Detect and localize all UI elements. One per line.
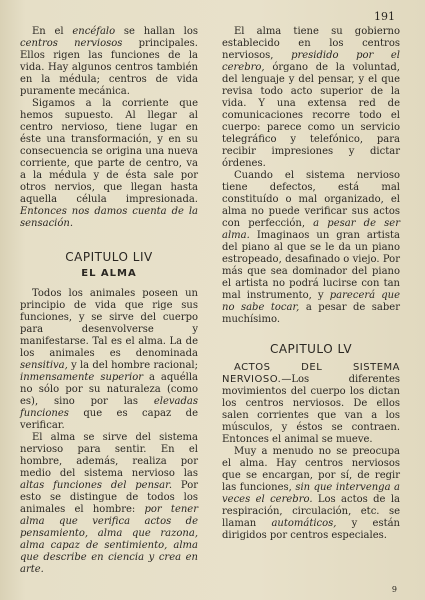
text-run: —Los diferentes movimientos del cuerpo los dictan los centros nerviosos. De ellos salen corrientes que van a los músculos, y éstos se contraen. Entonces el animal se mueve.: [222, 374, 400, 445]
italic-text: inmensamente superior: [20, 372, 143, 383]
text-run: Todos los animales poseen un principio de vida que rige sus funciones, y se sirve del cuerpo para desenvolverse y manifestarse. Tal es el alma. La de los animales es denominada: [20, 288, 198, 359]
paragraph: [20, 26, 198, 98]
text-run: se hallan los: [115, 26, 199, 37]
paragraph: [222, 362, 400, 446]
italic-text: parecerá que no sabe tocar,: [222, 290, 400, 313]
italic-text: encéfalo: [72, 26, 116, 37]
text-run: En el: [32, 26, 73, 37]
italic-text: a pesar de ser alma.: [222, 218, 400, 241]
text-run: principales. Ellos rigen las funciones de la vida. Hay algunos centros también en la médula; centros de vida puramente mecánica.: [20, 38, 198, 97]
left-column: [20, 26, 198, 576]
text-run: Sigamos a la corriente que hemos supuesto. Al llegar al centro nervioso, tiene lugar en éste una transformación, y en su consecuencia se origina una nueva corriente, que parte de centro, va a la médula y de ésta sale por otros nervios, que llegan hasta aquella célula impresionada.: [20, 98, 198, 205]
italic-text: centros nerviosos: [20, 38, 123, 49]
text-run: Los actos de la respiración, circulación, etc. se llaman: [222, 494, 400, 529]
right-column: [222, 26, 400, 542]
italic-text: altas funciones del pensar.: [20, 480, 172, 491]
italic-text: elevadas funciones: [20, 396, 198, 419]
text-run: Cuando el sistema nervioso tiene defectos, está mal constituído o mal organizado, el alma no puede verificar sus actos con perfección,: [222, 170, 400, 229]
text-run: El alma se sirve del sistema nervioso para sentir. En el hombre, además, realiza por medio del sistema nervioso las: [20, 432, 198, 479]
text-run: y la del hombre racional;: [67, 360, 198, 371]
chapter-title: CAPITULO LIV: [65, 250, 153, 264]
paragraph: [20, 288, 198, 432]
paragraph: [222, 446, 400, 542]
italic-text: por tener alma que verifica actos de pensamiento, alma que razona, alma capaz de sentimiento, alma que describe en ciencia y crea en arte.: [20, 504, 198, 575]
italic-text: sensitiva,: [20, 360, 68, 371]
chapter-subtitle: EL ALMA: [81, 268, 137, 279]
italic-text: Entonces nos damos cuenta de la sensación.: [20, 206, 198, 229]
text-run: Muy a menudo no se preocupa el alma. Hay centros nerviosos que se encargan, por sí, de regir las funciones,: [222, 446, 400, 493]
paragraph: [222, 26, 400, 170]
signature-mark: 9: [391, 585, 397, 594]
text-run: a pesar de saber muchísimo.: [222, 302, 400, 325]
text-run: Por esto se distingue de todos los animales el hombre:: [20, 480, 198, 515]
paragraph: [20, 432, 198, 576]
text-run: Imaginaos un gran artista del piano al que se le da un piano estropeado, desafinado o viejo. Por más que sea dominador del piano el artista no podrá lucirse con tan mal instrumento, y: [222, 230, 400, 301]
text-run: El alma tiene su gobierno establecido en los centros nerviosos,: [222, 26, 400, 61]
section-heading: ACTOS DEL SISTEMA NERVIOSO.: [222, 362, 400, 385]
paragraph: [20, 98, 198, 230]
italic-text: sin que intervenga a veces el cerebro.: [222, 482, 400, 505]
chapter-title: CAPITULO LV: [269, 342, 353, 356]
italic-text: automáticos,: [271, 518, 337, 529]
italic-text: presidido por el cerebro,: [222, 50, 400, 73]
text-run: a aquélla no sólo por su naturaleza (como es), sino por las: [20, 372, 198, 407]
text-run: y están dirigidos por centros especiales.: [222, 518, 400, 541]
page-number: 191: [374, 10, 395, 23]
text-run: órgano de la voluntad, del lenguaje y del pensar, y el que revisa todo acto superior de la vida. Y una extensa red de comunicaciones recorre todo el cuerpo: parece como un servicio telegráfico y telefónico, para recibir impresiones y dictar órdenes.: [222, 62, 400, 169]
text-run: que es capaz de verificar.: [20, 408, 198, 431]
paragraph: [222, 170, 400, 326]
